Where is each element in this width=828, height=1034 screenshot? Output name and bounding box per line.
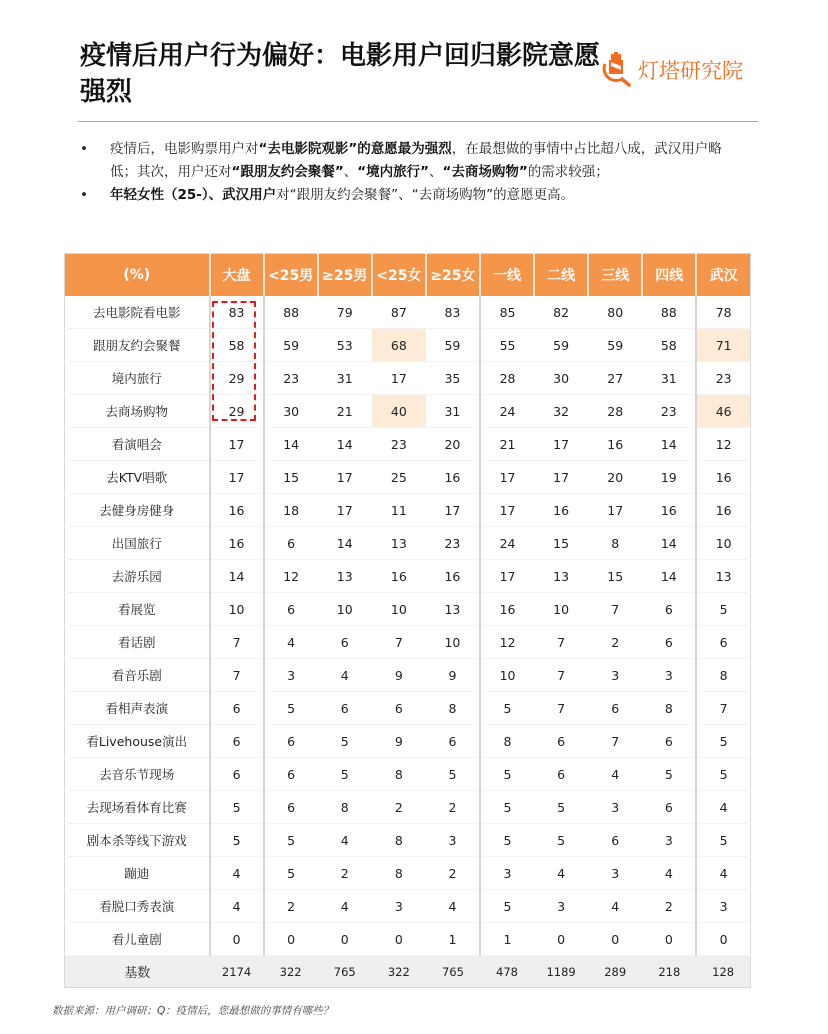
table-cell: 3 — [588, 659, 642, 692]
summary-bullets — [80, 138, 740, 207]
table-cell: 27 — [588, 362, 642, 395]
table-cell: 7 — [588, 725, 642, 758]
table-cell: 30 — [534, 362, 588, 395]
table-row — [65, 890, 751, 923]
table-cell: 85 — [480, 296, 534, 329]
table-cell: 0 — [588, 923, 642, 956]
table-cell: 7 — [534, 692, 588, 725]
table-cell: 5 — [480, 824, 534, 857]
table-cell: 3 — [588, 791, 642, 824]
highlighted-cell: 40 — [372, 395, 426, 428]
table-cell: 0 — [696, 923, 750, 956]
table-cell: 5 — [480, 791, 534, 824]
table-cell: 55 — [480, 329, 534, 362]
table-cell: 14 — [264, 428, 318, 461]
table-cell: 20 — [588, 461, 642, 494]
table-cell: 4 — [588, 890, 642, 923]
table-cell: 17 — [588, 494, 642, 527]
table-cell: 0 — [372, 923, 426, 956]
table-cell: 4 — [534, 857, 588, 890]
table-cell: 58 — [210, 329, 264, 362]
base-count-cell: 128 — [696, 956, 750, 988]
table-cell: 3 — [696, 890, 750, 923]
column-header: ≥25女 — [426, 254, 480, 297]
row-label: 看Livehouse演出 — [65, 725, 210, 758]
table-cell: 31 — [318, 362, 372, 395]
base-count-cell: 765 — [318, 956, 372, 988]
table-cell: 7 — [534, 626, 588, 659]
table-cell: 0 — [534, 923, 588, 956]
logo-text: 灯塔研究院 — [638, 59, 743, 83]
table-cell: 83 — [210, 296, 264, 329]
table-row — [65, 791, 751, 824]
table-cell: 80 — [588, 296, 642, 329]
table-cell: 11 — [372, 494, 426, 527]
row-label: 看音乐剧 — [65, 659, 210, 692]
table-cell: 16 — [426, 461, 480, 494]
table-cell: 16 — [696, 494, 750, 527]
table-cell: 3 — [372, 890, 426, 923]
table-cell: 30 — [264, 395, 318, 428]
row-label: 剧本杀等线下游戏 — [65, 824, 210, 857]
table-cell: 8 — [372, 857, 426, 890]
bullet-item — [80, 184, 740, 207]
table-cell: 4 — [642, 857, 696, 890]
table-cell: 16 — [480, 593, 534, 626]
column-header: 大盘 — [210, 254, 264, 297]
table-cell: 6 — [210, 692, 264, 725]
table-cell: 6 — [588, 692, 642, 725]
table-cell: 15 — [264, 461, 318, 494]
table-cell: 6 — [642, 791, 696, 824]
table-row — [65, 923, 751, 956]
table-cell: 5 — [318, 758, 372, 791]
table-cell: 82 — [534, 296, 588, 329]
table-cell: 8 — [372, 758, 426, 791]
column-header: 四线 — [642, 254, 696, 297]
table-cell: 5 — [480, 692, 534, 725]
table-cell: 9 — [372, 659, 426, 692]
table-cell: 59 — [426, 329, 480, 362]
table-cell: 10 — [696, 527, 750, 560]
table-cell: 14 — [642, 527, 696, 560]
table-cell: 17 — [534, 428, 588, 461]
table-cell: 6 — [264, 791, 318, 824]
table-row — [65, 527, 751, 560]
table-cell: 4 — [318, 824, 372, 857]
table-cell: 5 — [696, 593, 750, 626]
bullet-item — [80, 138, 740, 184]
table-cell: 6 — [372, 692, 426, 725]
bullet-text: 的需求较强； — [527, 164, 609, 180]
table-cell: 83 — [426, 296, 480, 329]
table-cell: 21 — [318, 395, 372, 428]
table-cell: 0 — [210, 923, 264, 956]
table-cell: 5 — [210, 824, 264, 857]
table-cell: 6 — [642, 725, 696, 758]
table-cell: 6 — [264, 593, 318, 626]
table-cell: 10 — [534, 593, 588, 626]
table-cell: 13 — [696, 560, 750, 593]
table-cell: 24 — [480, 527, 534, 560]
bullet-emphasis: 年轻女性（25-）、武汉用户 — [110, 187, 277, 203]
table-cell: 17 — [210, 461, 264, 494]
table-cell: 15 — [588, 560, 642, 593]
table-cell: 5 — [264, 824, 318, 857]
row-label: 看话剧 — [65, 626, 210, 659]
column-header: 三线 — [588, 254, 642, 297]
table-cell: 6 — [210, 758, 264, 791]
table-cell: 16 — [642, 494, 696, 527]
table-cell: 19 — [642, 461, 696, 494]
table-row — [65, 395, 751, 428]
table-cell: 12 — [264, 560, 318, 593]
table-cell: 21 — [480, 428, 534, 461]
bullet-emphasis: “境内旅行” — [357, 164, 429, 180]
row-label: 看展览 — [65, 593, 210, 626]
table-cell: 14 — [210, 560, 264, 593]
table-cell: 6 — [642, 593, 696, 626]
table-cell: 35 — [426, 362, 480, 395]
table-cell: 13 — [534, 560, 588, 593]
table-row — [65, 593, 751, 626]
bullet-emphasis: “去商场购物” — [442, 164, 528, 180]
magnifier-film-icon — [600, 52, 634, 88]
table-cell: 8 — [642, 692, 696, 725]
table-cell: 6 — [534, 758, 588, 791]
table-row — [65, 692, 751, 725]
table-cell: 2 — [264, 890, 318, 923]
table-cell: 59 — [588, 329, 642, 362]
row-label: 蹦迪 — [65, 857, 210, 890]
row-label: 去电影院看电影 — [65, 296, 210, 329]
table-cell: 10 — [480, 659, 534, 692]
row-label: 看演唱会 — [65, 428, 210, 461]
table-cell: 8 — [318, 791, 372, 824]
row-label: 跟朋友约会聚餐 — [65, 329, 210, 362]
table-cell: 23 — [264, 362, 318, 395]
table-cell: 5 — [426, 758, 480, 791]
table-cell: 14 — [642, 560, 696, 593]
table-cell: 3 — [642, 824, 696, 857]
table-cell: 5 — [318, 725, 372, 758]
table-cell: 5 — [480, 758, 534, 791]
table-cell: 32 — [534, 395, 588, 428]
row-label: 看脱口秀表演 — [65, 890, 210, 923]
table-cell: 17 — [534, 461, 588, 494]
table-cell: 5 — [534, 791, 588, 824]
table-cell: 17 — [210, 428, 264, 461]
table-cell: 16 — [588, 428, 642, 461]
table-cell: 6 — [534, 725, 588, 758]
table-cell: 13 — [426, 593, 480, 626]
column-header: 武汉 — [696, 254, 750, 297]
table-cell: 7 — [210, 626, 264, 659]
row-label: 去健身房健身 — [65, 494, 210, 527]
table-cell: 10 — [372, 593, 426, 626]
table-cell: 3 — [588, 857, 642, 890]
table-cell: 20 — [426, 428, 480, 461]
highlighted-cell: 68 — [372, 329, 426, 362]
table-cell: 16 — [372, 560, 426, 593]
table-cell: 16 — [696, 461, 750, 494]
column-header: <25女 — [372, 254, 426, 297]
page-title: 疫情后用户行为偏好：电影用户回归影院意愿强烈 — [80, 41, 601, 107]
bullet-text: 、 — [429, 164, 443, 180]
row-label: 基数 — [65, 956, 210, 988]
table-cell: 17 — [318, 461, 372, 494]
table-cell: 5 — [696, 758, 750, 791]
table-row — [65, 659, 751, 692]
table-cell: 10 — [318, 593, 372, 626]
table-cell: 23 — [426, 527, 480, 560]
bullet-text: ，在最想做的事情中占比超八成，武汉用户略低；其次，用户还对 — [110, 141, 722, 180]
table-cell: 29 — [210, 395, 264, 428]
table-cell: 4 — [318, 890, 372, 923]
table-row — [65, 560, 751, 593]
table-row — [65, 296, 751, 329]
table-cell: 23 — [696, 362, 750, 395]
table-cell: 7 — [372, 626, 426, 659]
table-cell: 9 — [372, 725, 426, 758]
base-count-cell: 322 — [372, 956, 426, 988]
table-cell: 4 — [426, 890, 480, 923]
row-label: 去现场看体育比赛 — [65, 791, 210, 824]
bullet-emphasis: “去电影院观影”的意愿最为强烈 — [258, 141, 452, 157]
row-label: 去游乐园 — [65, 560, 210, 593]
table-cell: 14 — [318, 428, 372, 461]
table-cell: 18 — [264, 494, 318, 527]
table-cell: 59 — [264, 329, 318, 362]
base-count-cell: 1189 — [534, 956, 588, 988]
row-label: 出国旅行 — [65, 527, 210, 560]
table-cell: 6 — [264, 758, 318, 791]
table-cell: 5 — [696, 824, 750, 857]
table-cell: 8 — [372, 824, 426, 857]
table-cell: 29 — [210, 362, 264, 395]
table-cell: 6 — [588, 824, 642, 857]
table-cell: 17 — [318, 494, 372, 527]
table-cell: 58 — [642, 329, 696, 362]
bullet-text: 、 — [343, 164, 358, 180]
table-cell: 3 — [534, 890, 588, 923]
table-cell: 2 — [642, 890, 696, 923]
highlighted-cell: 46 — [696, 395, 750, 428]
bullet-text: 疫情后，电影购票用户对 — [110, 141, 259, 157]
row-label: 去商场购物 — [65, 395, 210, 428]
table-row — [65, 494, 751, 527]
column-header: 一线 — [480, 254, 534, 297]
column-header: ≥25男 — [318, 254, 372, 297]
preference-table — [64, 253, 751, 988]
table-cell: 6 — [318, 692, 372, 725]
table-cell: 4 — [696, 857, 750, 890]
row-label: 去音乐节现场 — [65, 758, 210, 791]
table-cell: 2 — [426, 857, 480, 890]
table-cell: 5 — [264, 857, 318, 890]
table-cell: 0 — [264, 923, 318, 956]
table-cell: 4 — [210, 857, 264, 890]
table-cell: 13 — [318, 560, 372, 593]
table-cell: 16 — [210, 527, 264, 560]
table-cell: 24 — [480, 395, 534, 428]
table-cell: 8 — [426, 692, 480, 725]
highlighted-cell: 71 — [696, 329, 750, 362]
base-count-cell: 218 — [642, 956, 696, 988]
table-cell: 9 — [426, 659, 480, 692]
table-cell: 6 — [210, 725, 264, 758]
table-cell: 17 — [480, 461, 534, 494]
column-header: 二线 — [534, 254, 588, 297]
table-cell: 14 — [318, 527, 372, 560]
table-cell: 7 — [588, 593, 642, 626]
row-label: 看儿童剧 — [65, 923, 210, 956]
table-cell: 31 — [642, 362, 696, 395]
table-cell: 2 — [588, 626, 642, 659]
table-cell: 4 — [210, 890, 264, 923]
table-cell: 25 — [372, 461, 426, 494]
table-cell: 2 — [318, 857, 372, 890]
bullet-marker: • — [80, 141, 88, 157]
table-cell: 5 — [480, 890, 534, 923]
table-row — [65, 824, 751, 857]
table-cell: 14 — [642, 428, 696, 461]
table-cell: 59 — [534, 329, 588, 362]
table-cell: 79 — [318, 296, 372, 329]
table-row — [65, 362, 751, 395]
table-cell: 6 — [426, 725, 480, 758]
table-cell: 10 — [426, 626, 480, 659]
table-cell: 28 — [480, 362, 534, 395]
table-cell: 6 — [696, 626, 750, 659]
table-cell: 28 — [588, 395, 642, 428]
table-cell: 5 — [264, 692, 318, 725]
base-count-cell: 289 — [588, 956, 642, 988]
base-count-cell: 765 — [426, 956, 480, 988]
table-cell: 31 — [426, 395, 480, 428]
data-source-note: 数据来源：用户调研；Q：疫情后，您最想做的事情有哪些？ — [52, 1005, 334, 1017]
table-cell: 4 — [696, 791, 750, 824]
table-cell: 3 — [264, 659, 318, 692]
base-count-cell: 478 — [480, 956, 534, 988]
table-header-row — [65, 254, 751, 297]
table-cell: 8 — [588, 527, 642, 560]
table-cell: 88 — [642, 296, 696, 329]
table-cell: 16 — [210, 494, 264, 527]
table-cell: 53 — [318, 329, 372, 362]
table-cell: 6 — [264, 725, 318, 758]
row-label: 境内旅行 — [65, 362, 210, 395]
table-cell: 6 — [642, 626, 696, 659]
table-cell: 12 — [480, 626, 534, 659]
table-cell: 8 — [696, 659, 750, 692]
table-cell: 7 — [210, 659, 264, 692]
base-count-cell: 322 — [264, 956, 318, 988]
table-row — [65, 461, 751, 494]
column-header: <25男 — [264, 254, 318, 297]
table-cell: 0 — [642, 923, 696, 956]
table-cell: 23 — [372, 428, 426, 461]
table-cell: 88 — [264, 296, 318, 329]
table-row — [65, 428, 751, 461]
title-divider — [78, 121, 758, 122]
table-cell: 0 — [318, 923, 372, 956]
table-cell: 16 — [426, 560, 480, 593]
brand-logo — [600, 52, 743, 88]
table-cell: 5 — [534, 824, 588, 857]
base-count-row — [65, 956, 751, 988]
table-cell: 17 — [480, 560, 534, 593]
table-cell: 2 — [372, 791, 426, 824]
table-cell: 16 — [534, 494, 588, 527]
table-cell: 3 — [642, 659, 696, 692]
table-row — [65, 329, 751, 362]
table-cell: 7 — [534, 659, 588, 692]
table-row — [65, 626, 751, 659]
table-cell: 5 — [210, 791, 264, 824]
table-cell: 6 — [264, 527, 318, 560]
table-cell: 23 — [642, 395, 696, 428]
table-cell: 12 — [696, 428, 750, 461]
bullet-emphasis: “跟朋友约会聚餐” — [231, 164, 344, 180]
table-cell: 7 — [696, 692, 750, 725]
bullet-marker: • — [80, 187, 88, 203]
column-header-unit: (%) — [65, 254, 210, 297]
table-cell: 1 — [480, 923, 534, 956]
table-row — [65, 857, 751, 890]
table-cell: 4 — [318, 659, 372, 692]
table-cell: 15 — [534, 527, 588, 560]
table-cell: 17 — [372, 362, 426, 395]
table-cell: 5 — [696, 725, 750, 758]
table-cell: 4 — [588, 758, 642, 791]
row-label: 去KTV唱歌 — [65, 461, 210, 494]
table-cell: 1 — [426, 923, 480, 956]
table-cell: 17 — [480, 494, 534, 527]
base-count-cell: 2174 — [210, 956, 264, 988]
table-cell: 17 — [426, 494, 480, 527]
table-cell: 5 — [642, 758, 696, 791]
table-cell: 4 — [264, 626, 318, 659]
table-row — [65, 758, 751, 791]
table-cell: 8 — [480, 725, 534, 758]
table-cell: 2 — [426, 791, 480, 824]
table-row — [65, 725, 751, 758]
row-label: 看相声表演 — [65, 692, 210, 725]
bullet-text: 对“跟朋友约会聚餐”、“去商场购物”的意愿更高。 — [276, 187, 575, 203]
table-cell: 10 — [210, 593, 264, 626]
table-cell: 78 — [696, 296, 750, 329]
table-cell: 3 — [426, 824, 480, 857]
table-cell: 6 — [318, 626, 372, 659]
table-cell: 87 — [372, 296, 426, 329]
table-cell: 13 — [372, 527, 426, 560]
table-cell: 3 — [480, 857, 534, 890]
